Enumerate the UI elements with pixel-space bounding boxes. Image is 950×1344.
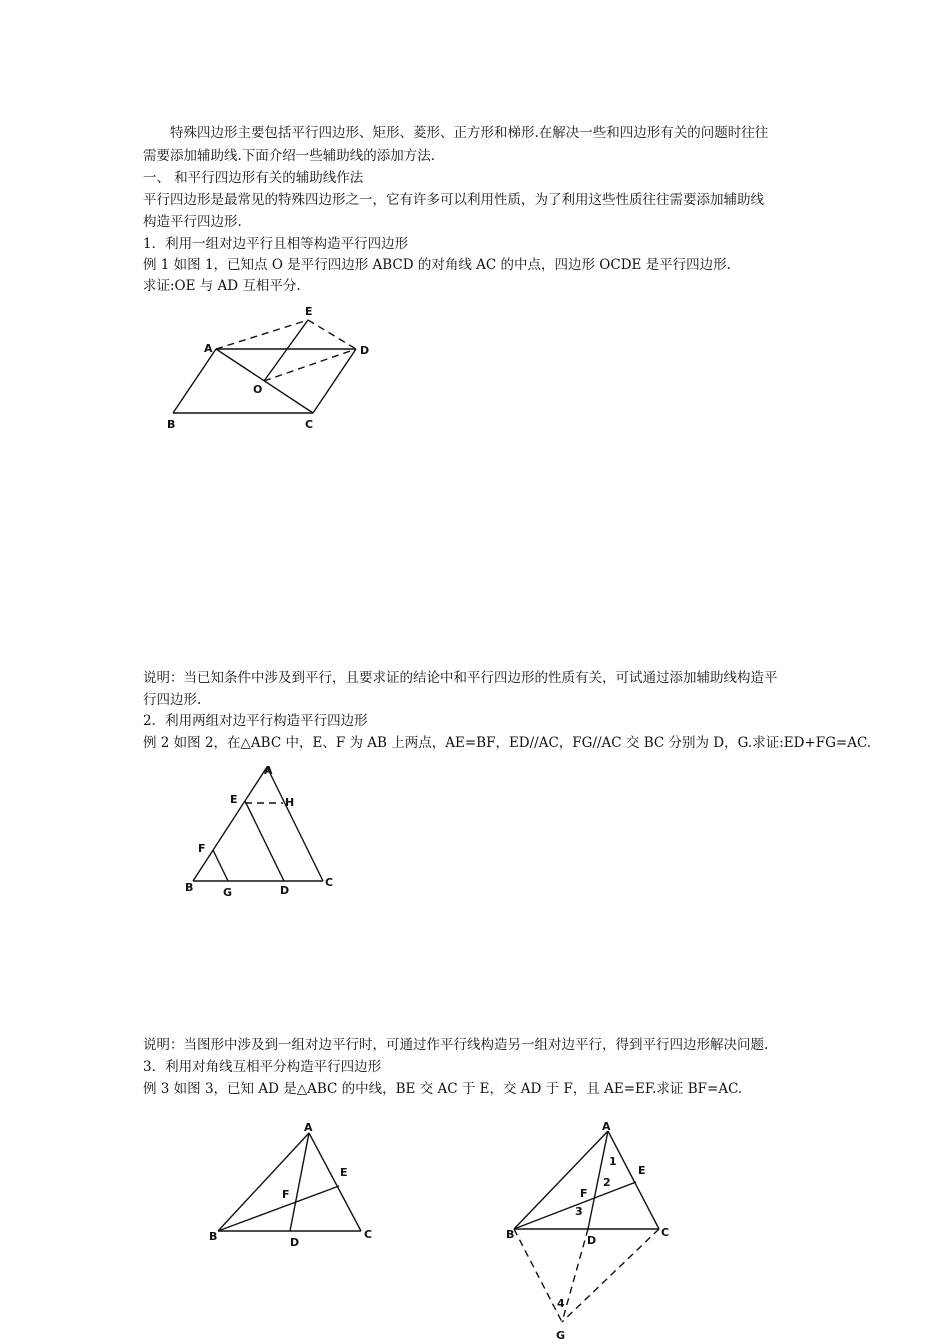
example-1-statement: 例 1 如图 1，已知点 O 是平行四边形 ABCD 的对角线 AC 的中点，四边形 OCDE 是平行四边形.: [143, 257, 731, 273]
fig2-label-h: H: [285, 796, 295, 809]
parallelogram-paragraph-line-1: 平行四边形是最常见的特殊四边形之一，它有许多可以利用性质，为了利用这些性质往往需要添加辅助线: [143, 192, 764, 208]
fig4-label-b: B: [506, 1228, 515, 1241]
fig1-label-o: O: [253, 383, 263, 396]
fig1-label-a: A: [204, 342, 213, 355]
fig4-angle-3: 3: [575, 1205, 583, 1218]
fig3-label-e: E: [340, 1166, 348, 1179]
fig3-label-f: F: [282, 1188, 290, 1201]
fig1-label-d: D: [360, 344, 370, 357]
example-2-statement: 例 2 如图 2，在△ABC 中，E、F 为 AB 上两点，AE=BF，ED//AC，FG//AC 交 BC 分别为 D，G.求证:ED+FG=AC.: [143, 735, 872, 751]
fig4-angle-1: 1: [609, 1155, 617, 1168]
fig2-label-e: E: [230, 793, 238, 806]
note-2: 说明：当图形中涉及到一组对边平行时，可通过作平行线构造另一组对边平行，得到平行四边形解决问题.: [143, 1037, 769, 1053]
fig3-label-d: D: [290, 1236, 300, 1249]
fig2-label-c: C: [325, 876, 334, 889]
fig2-label-b: B: [185, 881, 194, 894]
fig2-label-d: D: [280, 884, 290, 897]
subsection-1-title: 1．利用一组对边平行且相等构造平行四边形: [143, 236, 409, 252]
intro-paragraph-line-2: 需要添加辅助线.下面介绍一些辅助线的添加方法.: [143, 148, 436, 164]
fig4-angle-2: 2: [603, 1176, 611, 1189]
fig4-label-d: D: [587, 1234, 597, 1247]
fig3-label-a: A: [304, 1121, 313, 1134]
fig2-label-f: F: [198, 842, 206, 855]
note-1-line-1: 说明：当已知条件中涉及到平行，且要求证的结论中和平行四边形的性质有关，可试通过添加辅助线构造平: [143, 670, 778, 686]
fig4-label-a: A: [602, 1120, 611, 1133]
example-3-statement: 例 3 如图 3，已知 AD 是△ABC 的中线，BE 交 AC 于 E，交 AD 于 F，且 AE=EF.求证 BF=AC.: [143, 1081, 743, 1097]
note-1-line-2: 行四边形.: [143, 692, 202, 708]
fig2-label-a: A: [264, 764, 273, 777]
fig1-label-c: C: [305, 418, 314, 431]
section-heading-parallelogram: 一、 和平行四边形有关的辅助线作法: [143, 170, 364, 186]
fig1-label-b: B: [167, 418, 176, 431]
fig3-label-b: B: [209, 1230, 218, 1243]
fig2-label-g: G: [223, 886, 233, 899]
subsection-2-title: 2．利用两组对边平行构造平行四边形: [143, 713, 368, 729]
fig4-label-e: E: [638, 1164, 646, 1177]
intro-paragraph-line-1: 特殊四边形主要包括平行四边形、矩形、菱形、正方形和梯形.在解决一些和四边形有关的问题时往往: [170, 125, 769, 141]
fig3-label-c: C: [364, 1228, 373, 1241]
fig4-label-c: C: [661, 1226, 670, 1239]
fig1-label-e: E: [305, 305, 313, 318]
example-1-proof-goal: 求证:OE 与 AD 互相平分.: [143, 278, 301, 294]
fig4-label-f: F: [580, 1187, 588, 1200]
fig4-angle-4: 4: [557, 1297, 565, 1310]
fig4-label-g: G: [556, 1329, 566, 1342]
subsection-3-title: 3．利用对角线互相平分构造平行四边形: [143, 1059, 382, 1075]
parallelogram-paragraph-line-2: 构造平行四边形.: [143, 214, 242, 230]
